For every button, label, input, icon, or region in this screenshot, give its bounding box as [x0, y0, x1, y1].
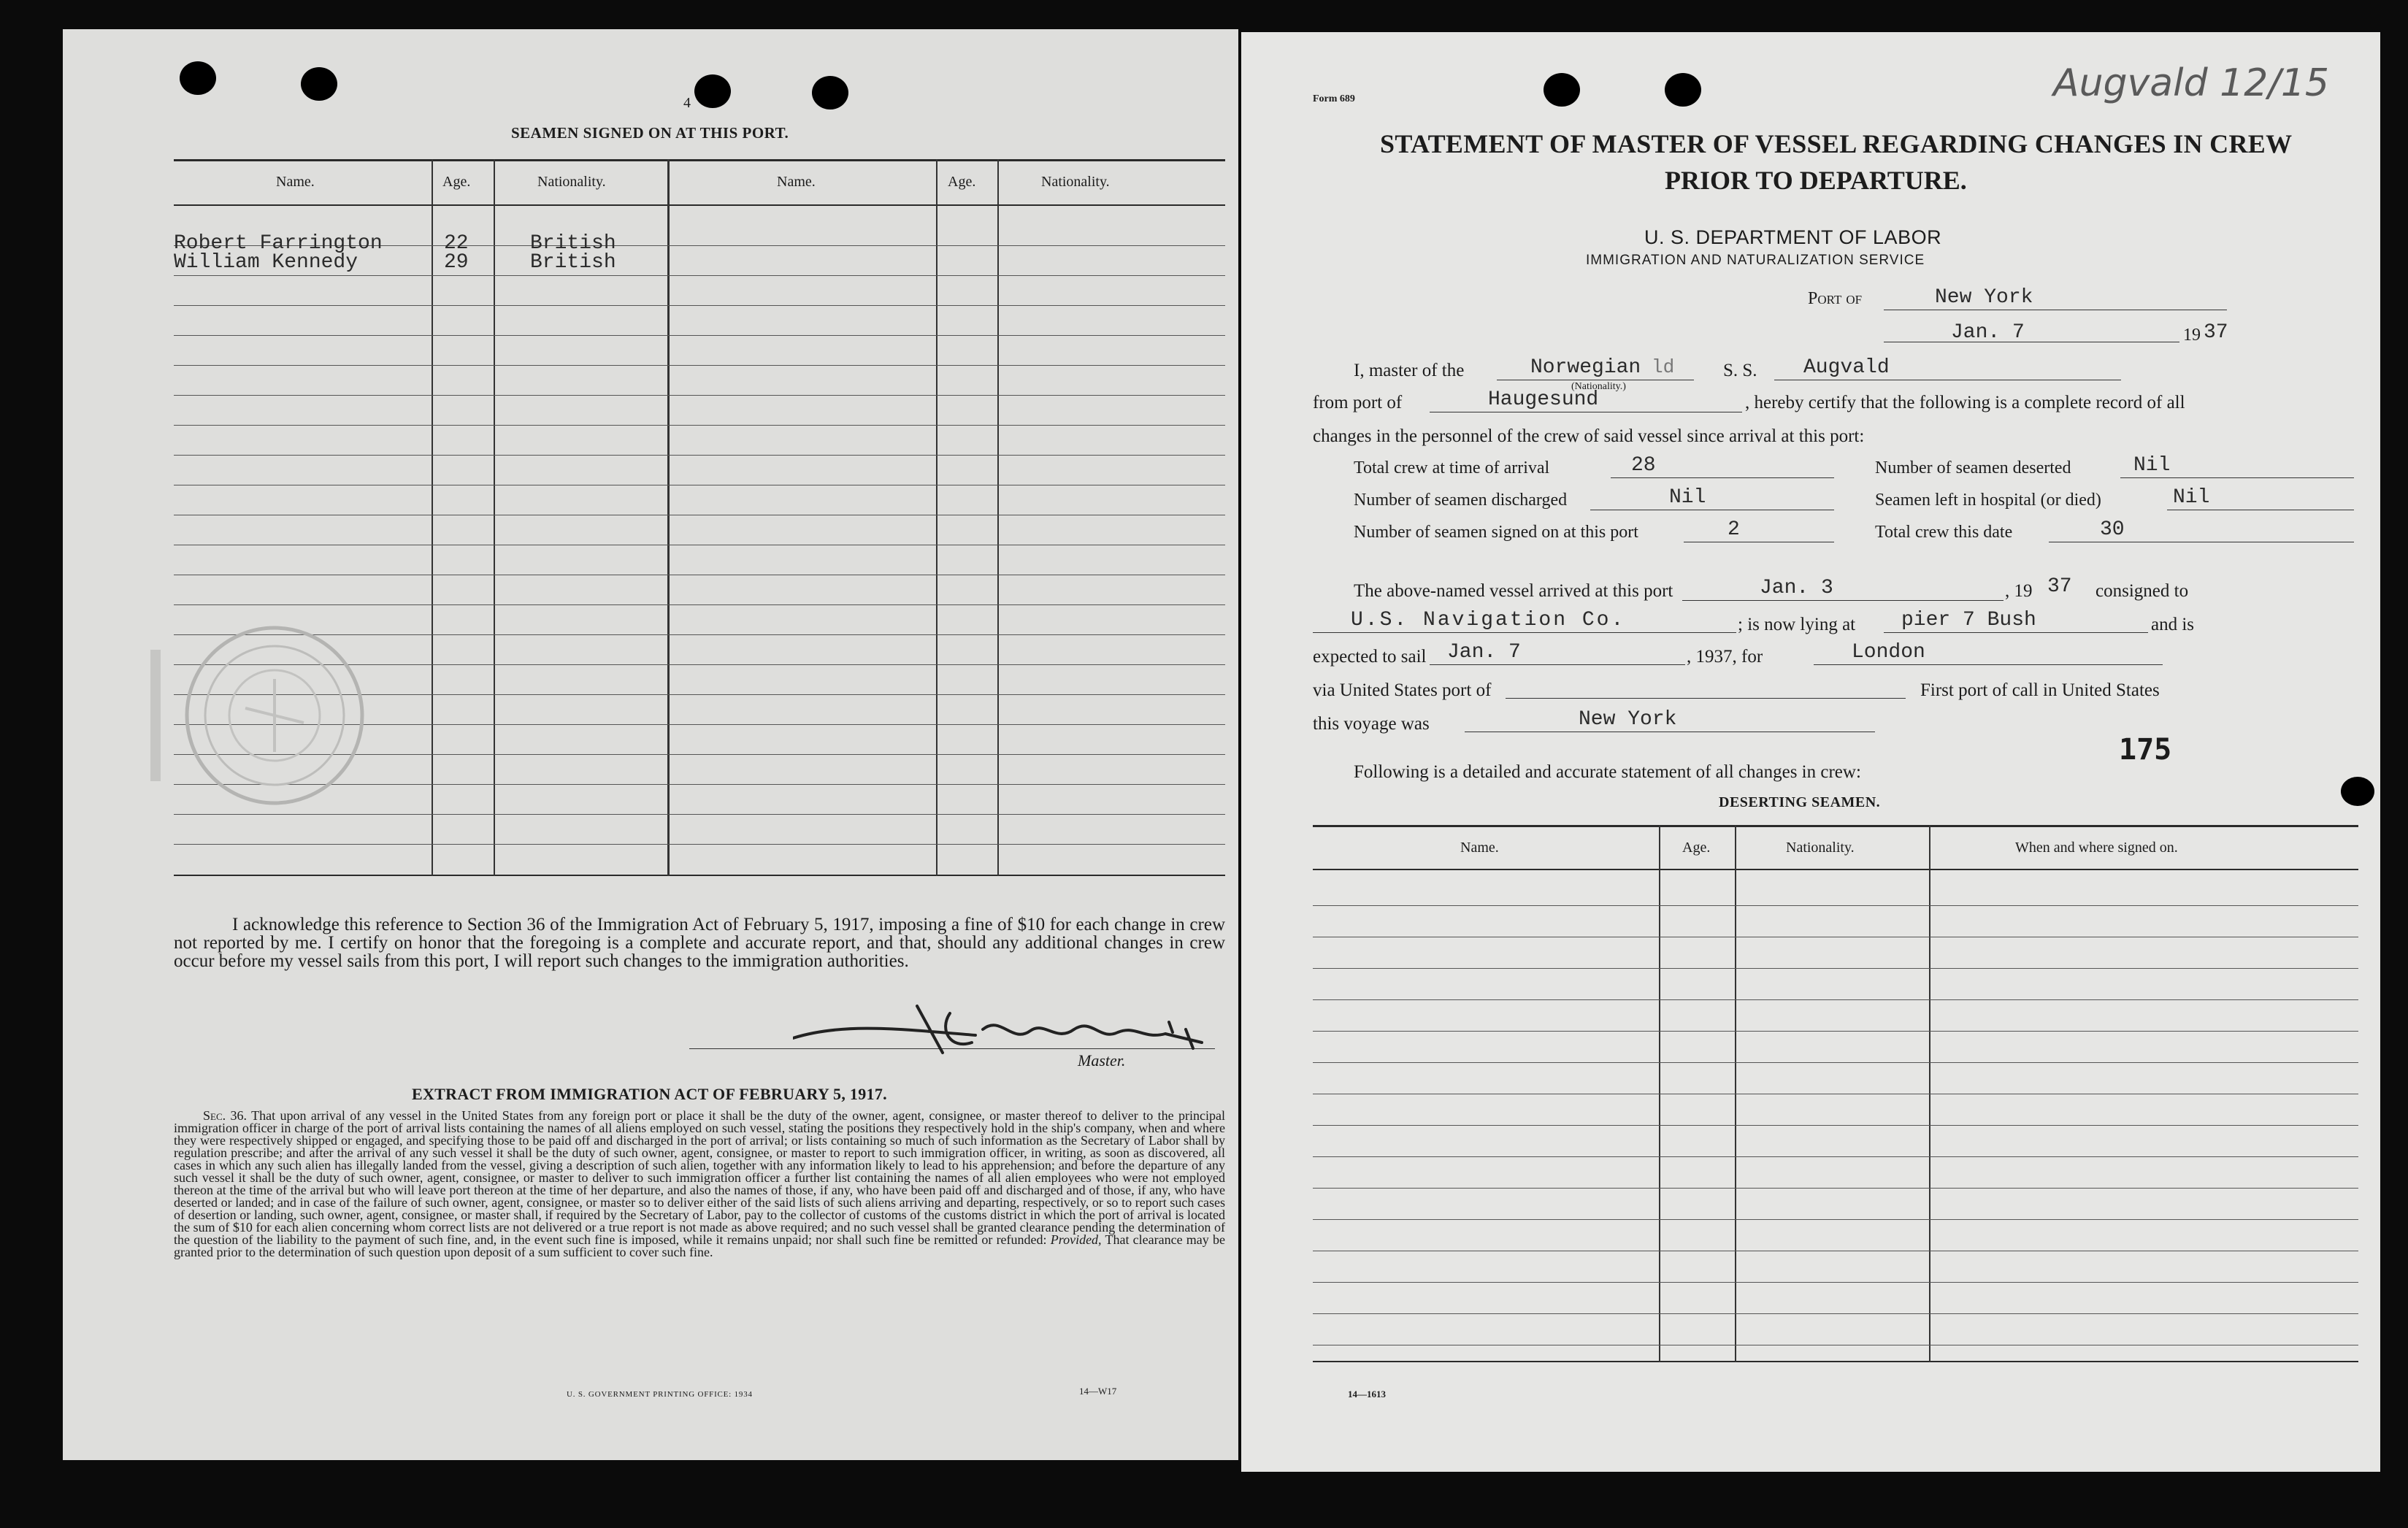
service-name: IMMIGRATION AND NATURALIZATION SERVICE — [1586, 253, 1925, 268]
row-2-name: William Kennedy — [174, 251, 358, 274]
form-code: 14—W17 — [1079, 1386, 1117, 1397]
arrived-value: Jan. 3 — [1760, 577, 1833, 599]
destination-value: London — [1852, 641, 1925, 664]
via-label: via United States port of — [1313, 680, 1492, 700]
extract-provided-label: Provided, — [1050, 1232, 1102, 1247]
punch-hole — [694, 74, 731, 108]
destination-line — [1814, 664, 2163, 665]
total-arrival-value: 28 — [1631, 454, 1656, 477]
department-name: U. S. DEPARTMENT OF LABOR — [1644, 226, 1942, 248]
desert-col-age: Age. — [1682, 840, 1711, 856]
table-row-rule — [174, 395, 1225, 396]
col-header-name: Name. — [276, 174, 315, 190]
arrived-year-prefix: , 19 — [2005, 581, 2033, 601]
total-arrival-label: Total crew at time of arrival — [1354, 458, 1550, 477]
discharged-value: Nil — [1669, 486, 1706, 509]
right-page — [1241, 32, 2380, 1472]
page-number: 4 — [683, 95, 691, 111]
voyage-label: this voyage was — [1313, 714, 1430, 734]
lying-label: ; is now lying at — [1738, 615, 1856, 634]
desert-col-name: Name. — [1460, 840, 1499, 856]
arrived-label: The above-named vessel arrived at this port — [1354, 581, 1673, 601]
col-header-nationality-2: Nationality. — [1041, 174, 1110, 190]
table-top-rule — [174, 159, 1225, 161]
year-value: 37 — [2204, 321, 2228, 344]
consignee-value: U.S. Navigation Co. — [1351, 609, 1626, 631]
expected-value: Jan. 7 — [1447, 641, 1521, 664]
table-row-rule — [174, 604, 1225, 605]
hospital-value: Nil — [2173, 486, 2210, 509]
col-header-nationality: Nationality. — [537, 174, 606, 190]
arrived-year: 37 — [2047, 575, 2072, 598]
received-stamp-icon — [136, 606, 377, 825]
lying-line — [1884, 632, 2148, 633]
table-row-rule — [174, 275, 1225, 276]
deserting-heading: DESERTING SEAMEN. — [1719, 794, 1881, 810]
ship-value: Augvald — [1803, 356, 1890, 379]
punch-hole — [1544, 73, 1580, 107]
form-number: Form 689 — [1313, 93, 1355, 104]
lying-value: pier 7 Bush — [1901, 609, 2036, 631]
signed-on-value: 2 — [1728, 518, 1740, 541]
desert-table-bottom — [1313, 1361, 2358, 1362]
ss-label: S. S. — [1723, 361, 1757, 380]
arrived-line — [1682, 600, 2004, 601]
nationality-extra: ld — [1652, 356, 1675, 378]
table-row-rule — [174, 305, 1225, 306]
consignee-line — [1313, 632, 1736, 633]
table-row-rule — [174, 844, 1225, 845]
master-signature-icon — [793, 1000, 1216, 1059]
punch-hole — [812, 76, 848, 110]
deserted-label: Number of seamen deserted — [1875, 458, 2071, 477]
handwritten-note: Augvald 12/15 — [2053, 61, 2330, 105]
nationality-value: Norwegian — [1530, 356, 1641, 379]
desert-table-header-rule — [1313, 869, 2358, 870]
form-title-line2: PRIOR TO DEPARTURE. — [1665, 166, 1967, 195]
nationality-caption: (Nationality.) — [1571, 381, 1626, 392]
printer-imprint: U. S. GOVERNMENT PRINTING OFFICE: 1934 — [567, 1390, 753, 1399]
desert-table-top — [1313, 825, 2358, 827]
expected-year-label: , 1937, for — [1687, 647, 1763, 667]
punch-hole — [301, 67, 337, 101]
desert-row-rule — [1313, 1219, 2358, 1220]
col-divider — [936, 159, 937, 876]
expected-line — [1430, 664, 1685, 665]
row-1-name: Robert Farrington — [174, 232, 383, 255]
seamen-signed-heading: SEAMEN SIGNED ON AT THIS PORT. — [511, 124, 789, 142]
desert-row-rule — [1313, 1156, 2358, 1157]
desert-row-rule — [1313, 1313, 2358, 1314]
port-label: Port of — [1808, 289, 1863, 308]
punch-hole — [180, 61, 216, 95]
desert-row-rule — [1313, 1282, 2358, 1283]
desert-col-nationality: Nationality. — [1786, 840, 1855, 856]
desert-row-rule — [1313, 968, 2358, 969]
from-port-value: Haugesund — [1488, 388, 1599, 411]
col-divider — [667, 159, 670, 876]
col-header-age: Age. — [442, 174, 471, 190]
desert-row-rule — [1313, 1188, 2358, 1189]
stamp-number: 175 — [2119, 733, 2172, 767]
table-row-rule — [174, 455, 1225, 456]
extract-section-label: Sec. 36. — [203, 1108, 248, 1123]
year-prefix: 19 — [2183, 326, 2201, 345]
row-1-nationality: British — [530, 232, 616, 255]
desert-row-rule — [1313, 905, 2358, 906]
total-arrival-line — [1611, 477, 1834, 478]
table-bottom-rule — [174, 875, 1225, 876]
col-header-name-2: Name. — [777, 174, 816, 190]
col-divider — [432, 159, 433, 876]
row-2-age: 29 — [444, 251, 469, 274]
total-date-value: 30 — [2100, 518, 2125, 541]
date-value: Jan. 7 — [1951, 321, 2025, 344]
footer-code: 14—1613 — [1348, 1389, 1386, 1400]
deserted-line — [2120, 477, 2354, 478]
desert-row-rule — [1313, 1031, 2358, 1032]
via-line — [1506, 698, 1906, 699]
punch-hole — [1665, 73, 1701, 107]
extract-provided-text: That clearance may be granted prior to the determination of such question upon deposit of a sum sufficient to cover such fine. — [174, 1232, 1225, 1259]
signed-on-label: Number of seamen signed on at this port — [1354, 523, 1638, 542]
master-label: Master. — [1078, 1051, 1126, 1070]
col-divider — [997, 159, 999, 876]
desert-col-signed-on: When and where signed on. — [2015, 840, 2178, 856]
voyage-value: New York — [1579, 708, 1677, 731]
row-2-nationality: British — [530, 251, 616, 274]
deserted-value: Nil — [2133, 454, 2171, 477]
desert-row-rule — [1313, 1062, 2358, 1063]
table-header-rule — [174, 204, 1225, 206]
table-row-rule — [174, 425, 1225, 426]
port-value: New York — [1935, 286, 2033, 309]
total-date-label: Total crew this date — [1875, 523, 2013, 542]
desert-row-rule — [1313, 1125, 2358, 1126]
hospital-label: Seamen left in hospital (or died) — [1875, 491, 2101, 510]
expected-label: expected to sail — [1313, 647, 1427, 667]
certify-text-2: changes in the personnel of the crew of said vessel since arrival at this port: — [1313, 426, 1865, 446]
first-port-label: First port of call in United States — [1920, 680, 2160, 700]
master-label: I, master of the — [1354, 361, 1465, 380]
left-page — [63, 29, 1238, 1460]
and-is-label: and is — [2151, 615, 2195, 634]
acknowledgment-text: I acknowledge this reference to Section 36 of the Immigration Act of February 5, 1917, imposing a fine of $10 for each change in crew not reported by me. I certify on honor that the foregoing is a complete and accurate report, and that, should any additional changes in crew occur before my vessel sails from this port, I will report such changes to the immigration authorities. — [174, 915, 1225, 971]
extract-body: That upon arrival of any vessel in the United States from any foreign port or place it shall be the duty of the owner, agent, consignee, or master thereof to deliver to the principal immigration officer in charge of the port of arrival lists containing the names of all aliens employed on such vessel, stating the positions they respectively hold in the ship's company, when and where they were respectively shipped or engaged, and specifying those to be paid off and discharged in the port of arrival; or lists containing so much of such information as the Secretary of Labor shall by regulation prescribe; and after the arrival of any such vessel it shall be the duty of such owner, agent, consignee, or master to report to such immigration officer, in writing, as soon as discovered, all cases in which any such alien has illegally landed from the vessel, giving a description of such alien, together with any information likely to lead to his apprehension; and before the departure of any such vessel it shall be the duty of such owner, agent, consignee, or master to deliver to such immigration officer a further list containing the names of all alien employees who were not employed thereon at the time of the arrival but who will leave port thereon at the time of her departure, and also the names of those, if any, who have been paid off and discharged and of those, if any, who have deserted or landed; and in case of the failure of such owner, agent, consignee, or master so to deliver either of the said lists of such aliens arriving and departing, respectively, or so to report such cases of desertion or landing, such owner, agent, consignee, or master shall, if required by the Secretary of Labor, pay to the collector of customs of the customs district in which the port of arrival is located the sum of $10 for each alien concerning whom correct lists are not delivered or a true report is not made as above required; and no such vessel shall be granted clearance pending the determination of the question of the liability to the payment of such fine, and, in the event such fine is imposed, while it remains unpaid; nor shall such fine be remitted or refunded: — [174, 1108, 1225, 1247]
consigned-label: consigned to — [2096, 581, 2189, 601]
extract-title: EXTRACT FROM IMMIGRATION ACT OF FEBRUARY 5, 1917. — [412, 1085, 887, 1103]
row-1-age: 22 — [444, 232, 469, 255]
following-text: Following is a detailed and accurate statement of all changes in crew: — [1354, 762, 1861, 782]
table-row-rule — [174, 365, 1225, 366]
discharged-label: Number of seamen discharged — [1354, 491, 1568, 510]
from-port-label: from port of — [1313, 393, 1403, 412]
col-header-age-2: Age. — [948, 174, 976, 190]
col-divider — [494, 159, 495, 876]
punch-hole — [2341, 777, 2374, 806]
certify-text: , hereby certify that the following is a complete record of all — [1745, 393, 2185, 412]
desert-row-rule — [1313, 999, 2358, 1000]
table-row-rule — [174, 335, 1225, 336]
extract-text — [174, 1110, 1225, 1259]
form-title-line1: STATEMENT OF MASTER OF VESSEL REGARDING CHANGES IN CREW — [1380, 129, 2293, 158]
